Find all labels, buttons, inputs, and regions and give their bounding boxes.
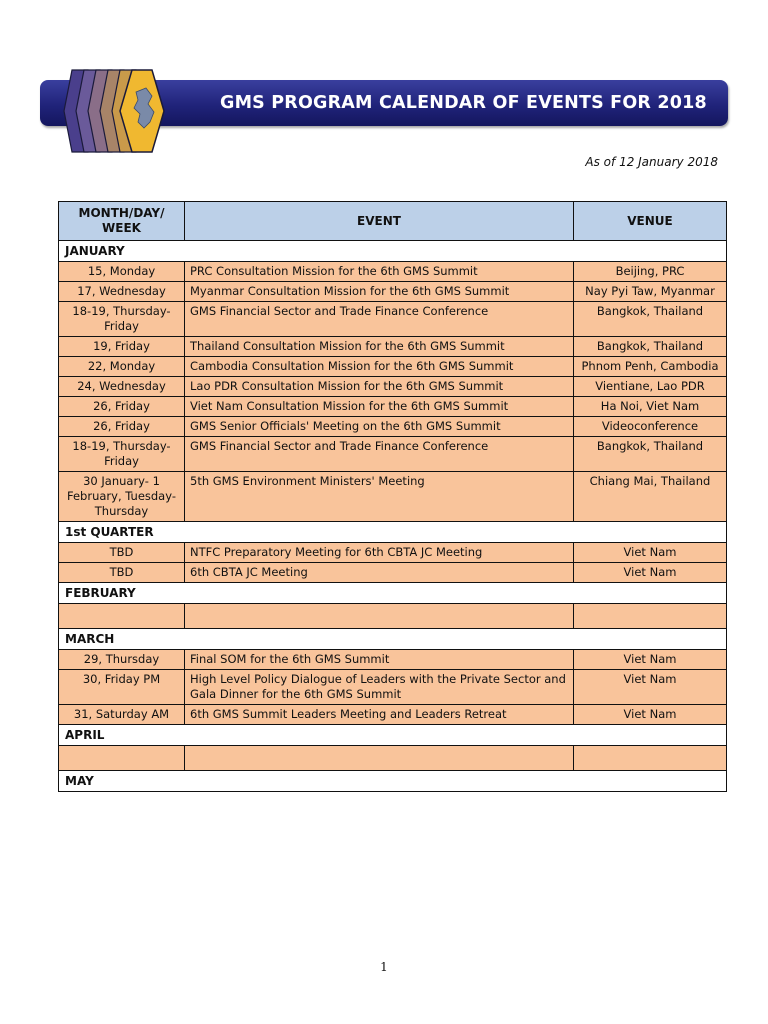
table-row [59, 377, 727, 397]
page-title: GMS PROGRAM CALENDAR OF EVENTS FOR 2018 [220, 93, 707, 113]
section-row [59, 522, 727, 543]
column-header-venue: VENUE [574, 202, 727, 241]
table-row [59, 472, 727, 522]
table-row [59, 262, 727, 282]
table-row [59, 357, 727, 377]
event-venue: Viet Nam [574, 543, 727, 563]
table-row [59, 397, 727, 417]
event-venue: Beijing, PRC [574, 262, 727, 282]
table-row [59, 705, 727, 725]
event-date [59, 604, 185, 629]
section-label: FEBRUARY [59, 583, 727, 604]
event-date: 26, Friday [59, 397, 185, 417]
event-name [185, 746, 574, 771]
event-venue: Videoconference [574, 417, 727, 437]
event-date: TBD [59, 543, 185, 563]
event-name: Lao PDR Consultation Mission for the 6th GMS Summit [185, 377, 574, 397]
event-date: 22, Monday [59, 357, 185, 377]
as-of-date: As of 12 January 2018 [585, 155, 718, 169]
events-table [58, 201, 727, 792]
event-date: 30, Friday PM [59, 670, 185, 705]
event-date: 19, Friday [59, 337, 185, 357]
event-date: TBD [59, 563, 185, 583]
event-date: 18-19, Thursday-Friday [59, 302, 185, 337]
event-name: Viet Nam Consultation Mission for the 6th GMS Summit [185, 397, 574, 417]
table-row [59, 650, 727, 670]
event-venue: Phnom Penh, Cambodia [574, 357, 727, 377]
gms-hexagon-logo-icon [58, 66, 170, 156]
event-venue: Ha Noi, Viet Nam [574, 397, 727, 417]
event-date [59, 746, 185, 771]
event-name: Thailand Consultation Mission for the 6th GMS Summit [185, 337, 574, 357]
event-date: 18-19, Thursday-Friday [59, 437, 185, 472]
section-label: APRIL [59, 725, 727, 746]
table-row [59, 302, 727, 337]
section-row [59, 629, 727, 650]
event-name: PRC Consultation Mission for the 6th GMS Summit [185, 262, 574, 282]
event-venue: Nay Pyi Taw, Myanmar [574, 282, 727, 302]
table-row [59, 563, 727, 583]
event-name: High Level Policy Dialogue of Leaders with the Private Sector and Gala Dinner for the 6th GMS Summit [185, 670, 574, 705]
event-venue: Viet Nam [574, 563, 727, 583]
page-number: 1 [380, 960, 388, 974]
event-name: GMS Senior Officials' Meeting on the 6th GMS Summit [185, 417, 574, 437]
event-name: NTFC Preparatory Meeting for 6th CBTA JC Meeting [185, 543, 574, 563]
event-name: 5th GMS Environment Ministers' Meeting [185, 472, 574, 522]
event-venue: Viet Nam [574, 705, 727, 725]
table-row [59, 282, 727, 302]
section-row [59, 771, 727, 792]
section-row [59, 241, 727, 262]
event-name: Final SOM for the 6th GMS Summit [185, 650, 574, 670]
table-body [59, 241, 727, 792]
table-row [59, 670, 727, 705]
event-name [185, 604, 574, 629]
event-name: GMS Financial Sector and Trade Finance Conference [185, 437, 574, 472]
table-row [59, 417, 727, 437]
column-header-event: EVENT [185, 202, 574, 241]
event-name: Myanmar Consultation Mission for the 6th GMS Summit [185, 282, 574, 302]
event-name: 6th GMS Summit Leaders Meeting and Leaders Retreat [185, 705, 574, 725]
event-date: 15, Monday [59, 262, 185, 282]
table-row [59, 337, 727, 357]
event-date: 29, Thursday [59, 650, 185, 670]
event-name: Cambodia Consultation Mission for the 6th GMS Summit [185, 357, 574, 377]
event-venue: Viet Nam [574, 670, 727, 705]
table-row [59, 746, 727, 771]
event-venue: Bangkok, Thailand [574, 337, 727, 357]
event-venue [574, 604, 727, 629]
event-name: 6th CBTA JC Meeting [185, 563, 574, 583]
event-date: 31, Saturday AM [59, 705, 185, 725]
table-row [59, 543, 727, 563]
event-date: 24, Wednesday [59, 377, 185, 397]
event-date: 17, Wednesday [59, 282, 185, 302]
event-date: 30 January- 1 February, Tuesday-Thursday [59, 472, 185, 522]
section-label: 1st QUARTER [59, 522, 727, 543]
section-row [59, 583, 727, 604]
table-row [59, 604, 727, 629]
column-header-date: MONTH/DAY/ WEEK [59, 202, 185, 241]
section-label: MARCH [59, 629, 727, 650]
table-header-row [59, 202, 727, 241]
event-venue: Vientiane, Lao PDR [574, 377, 727, 397]
event-date: 26, Friday [59, 417, 185, 437]
table-row [59, 437, 727, 472]
event-venue: Viet Nam [574, 650, 727, 670]
event-venue: Chiang Mai, Thailand [574, 472, 727, 522]
section-label: JANUARY [59, 241, 727, 262]
event-venue: Bangkok, Thailand [574, 302, 727, 337]
section-row [59, 725, 727, 746]
event-venue: Bangkok, Thailand [574, 437, 727, 472]
event-name: GMS Financial Sector and Trade Finance Conference [185, 302, 574, 337]
event-venue [574, 746, 727, 771]
section-label: MAY [59, 771, 727, 792]
